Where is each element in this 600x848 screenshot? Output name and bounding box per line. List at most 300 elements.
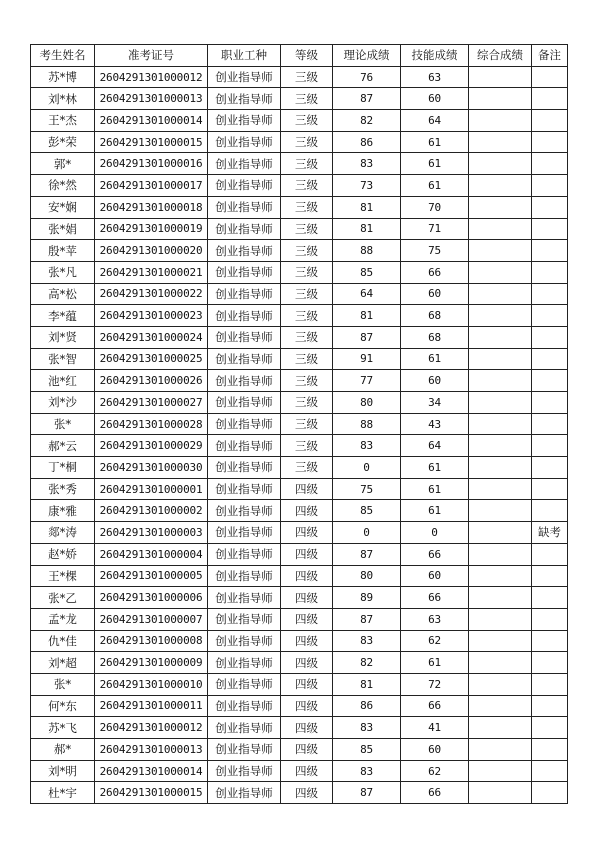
occupation-cell: 创业指导师 [208, 326, 281, 348]
skill-cell: 66 [401, 261, 469, 283]
name-cell: 何*东 [31, 695, 95, 717]
theory-cell: 87 [333, 782, 401, 804]
level-cell: 三级 [281, 413, 333, 435]
name-cell: 安*娴 [31, 196, 95, 218]
level-cell: 四级 [281, 608, 333, 630]
ticket-cell: 2604291301000013 [95, 739, 208, 761]
remark-cell [532, 392, 568, 414]
level-cell: 三级 [281, 88, 333, 110]
remark-cell [532, 695, 568, 717]
overall-cell [469, 652, 532, 674]
ticket-cell: 2604291301000002 [95, 500, 208, 522]
remark-cell [532, 478, 568, 500]
table-row [31, 348, 568, 370]
occupation-cell: 创业指导师 [208, 652, 281, 674]
name-cell: 张*智 [31, 348, 95, 370]
header-ticket: 准考证号 [95, 45, 208, 67]
name-cell: 殷*苹 [31, 240, 95, 262]
occupation-cell: 创业指导师 [208, 478, 281, 500]
name-cell: 张* [31, 413, 95, 435]
ticket-cell: 2604291301000014 [95, 760, 208, 782]
overall-cell [469, 717, 532, 739]
skill-cell: 63 [401, 608, 469, 630]
ticket-cell: 2604291301000026 [95, 370, 208, 392]
theory-cell: 83 [333, 717, 401, 739]
header-overall: 综合成绩 [469, 45, 532, 67]
skill-cell: 60 [401, 283, 469, 305]
remark-cell [532, 413, 568, 435]
table-row [31, 153, 568, 175]
occupation-cell: 创业指导师 [208, 66, 281, 88]
theory-cell: 81 [333, 305, 401, 327]
remark-cell [532, 240, 568, 262]
level-cell: 三级 [281, 175, 333, 197]
table-row [31, 196, 568, 218]
occupation-cell: 创业指导师 [208, 457, 281, 479]
score-table-body [31, 66, 568, 803]
skill-cell: 61 [401, 652, 469, 674]
occupation-cell: 创业指导师 [208, 370, 281, 392]
header-skill: 技能成绩 [401, 45, 469, 67]
overall-cell [469, 392, 532, 414]
theory-cell: 83 [333, 435, 401, 457]
skill-cell: 61 [401, 348, 469, 370]
table-row [31, 543, 568, 565]
overall-cell [469, 218, 532, 240]
table-row [31, 457, 568, 479]
occupation-cell: 创业指导师 [208, 88, 281, 110]
level-cell: 四级 [281, 543, 333, 565]
level-cell: 三级 [281, 110, 333, 132]
overall-cell [469, 326, 532, 348]
table-row [31, 673, 568, 695]
theory-cell: 75 [333, 478, 401, 500]
ticket-cell: 2604291301000004 [95, 543, 208, 565]
name-cell: 郝*云 [31, 435, 95, 457]
occupation-cell: 创业指导师 [208, 196, 281, 218]
header-name: 考生姓名 [31, 45, 95, 67]
occupation-cell: 创业指导师 [208, 435, 281, 457]
occupation-cell: 创业指导师 [208, 348, 281, 370]
theory-cell: 85 [333, 500, 401, 522]
ticket-cell: 2604291301000015 [95, 131, 208, 153]
table-row [31, 305, 568, 327]
overall-cell [469, 457, 532, 479]
skill-cell: 68 [401, 305, 469, 327]
overall-cell [469, 673, 532, 695]
ticket-cell: 2604291301000028 [95, 413, 208, 435]
occupation-cell: 创业指导师 [208, 760, 281, 782]
theory-cell: 82 [333, 110, 401, 132]
remark-cell [532, 608, 568, 630]
table-row [31, 608, 568, 630]
occupation-cell: 创业指导师 [208, 392, 281, 414]
remark-cell [532, 66, 568, 88]
overall-cell [469, 175, 532, 197]
table-row [31, 66, 568, 88]
theory-cell: 88 [333, 240, 401, 262]
theory-cell: 85 [333, 261, 401, 283]
table-row [31, 500, 568, 522]
ticket-cell: 2604291301000011 [95, 695, 208, 717]
name-cell: 孟*龙 [31, 608, 95, 630]
theory-cell: 83 [333, 630, 401, 652]
occupation-cell: 创业指导师 [208, 630, 281, 652]
name-cell: 池*红 [31, 370, 95, 392]
name-cell: 刘*林 [31, 88, 95, 110]
header-theory: 理论成绩 [333, 45, 401, 67]
level-cell: 四级 [281, 673, 333, 695]
name-cell: 丁*桐 [31, 457, 95, 479]
overall-cell [469, 760, 532, 782]
theory-cell: 80 [333, 565, 401, 587]
name-cell: 张*娟 [31, 218, 95, 240]
level-cell: 三级 [281, 305, 333, 327]
name-cell: 刘*贤 [31, 326, 95, 348]
remark-cell [532, 760, 568, 782]
occupation-cell: 创业指导师 [208, 673, 281, 695]
overall-cell [469, 435, 532, 457]
overall-cell [469, 587, 532, 609]
theory-cell: 86 [333, 695, 401, 717]
skill-cell: 61 [401, 478, 469, 500]
table-row [31, 392, 568, 414]
remark-cell [532, 457, 568, 479]
skill-cell: 64 [401, 435, 469, 457]
name-cell: 赵*娇 [31, 543, 95, 565]
level-cell: 三级 [281, 240, 333, 262]
ticket-cell: 2604291301000018 [95, 196, 208, 218]
remark-cell [532, 500, 568, 522]
skill-cell: 66 [401, 782, 469, 804]
ticket-cell: 2604291301000023 [95, 305, 208, 327]
name-cell: 李*蕴 [31, 305, 95, 327]
occupation-cell: 创业指导师 [208, 305, 281, 327]
ticket-cell: 2604291301000029 [95, 435, 208, 457]
occupation-cell: 创业指导师 [208, 782, 281, 804]
ticket-cell: 2604291301000001 [95, 478, 208, 500]
overall-cell [469, 630, 532, 652]
level-cell: 三级 [281, 326, 333, 348]
theory-cell: 83 [333, 153, 401, 175]
ticket-cell: 2604291301000019 [95, 218, 208, 240]
theory-cell: 81 [333, 196, 401, 218]
level-cell: 四级 [281, 782, 333, 804]
level-cell: 四级 [281, 739, 333, 761]
ticket-cell: 2604291301000008 [95, 630, 208, 652]
remark-cell [532, 175, 568, 197]
theory-cell: 0 [333, 522, 401, 544]
table-row [31, 110, 568, 132]
name-cell: 彭*荣 [31, 131, 95, 153]
table-row [31, 435, 568, 457]
overall-cell [469, 478, 532, 500]
ticket-cell: 2604291301000012 [95, 66, 208, 88]
occupation-cell: 创业指导师 [208, 110, 281, 132]
skill-cell: 61 [401, 457, 469, 479]
overall-cell [469, 565, 532, 587]
level-cell: 三级 [281, 218, 333, 240]
name-cell: 康*雅 [31, 500, 95, 522]
level-cell: 四级 [281, 695, 333, 717]
overall-cell [469, 695, 532, 717]
level-cell: 三级 [281, 153, 333, 175]
skill-cell: 64 [401, 110, 469, 132]
occupation-cell: 创业指导师 [208, 413, 281, 435]
header-occupation: 职业工种 [208, 45, 281, 67]
level-cell: 三级 [281, 261, 333, 283]
remark-cell [532, 218, 568, 240]
level-cell: 三级 [281, 66, 333, 88]
remark-cell: 缺考 [532, 522, 568, 544]
name-cell: 刘*沙 [31, 392, 95, 414]
table-row [31, 88, 568, 110]
table-row [31, 739, 568, 761]
skill-cell: 66 [401, 695, 469, 717]
skill-cell: 61 [401, 500, 469, 522]
name-cell: 徐*然 [31, 175, 95, 197]
overall-cell [469, 500, 532, 522]
ticket-cell: 2604291301000024 [95, 326, 208, 348]
overall-cell [469, 153, 532, 175]
name-cell: 刘*明 [31, 760, 95, 782]
ticket-cell: 2604291301000005 [95, 565, 208, 587]
level-cell: 三级 [281, 348, 333, 370]
ticket-cell: 2604291301000020 [95, 240, 208, 262]
score-sheet [30, 44, 568, 804]
name-cell: 张*秀 [31, 478, 95, 500]
overall-cell [469, 543, 532, 565]
overall-cell [469, 739, 532, 761]
score-table [30, 44, 568, 804]
skill-cell: 43 [401, 413, 469, 435]
skill-cell: 61 [401, 175, 469, 197]
theory-cell: 0 [333, 457, 401, 479]
occupation-cell: 创业指导师 [208, 500, 281, 522]
level-cell: 三级 [281, 435, 333, 457]
occupation-cell: 创业指导师 [208, 717, 281, 739]
remark-cell [532, 153, 568, 175]
table-row [31, 652, 568, 674]
overall-cell [469, 131, 532, 153]
remark-cell [532, 717, 568, 739]
theory-cell: 80 [333, 392, 401, 414]
table-row [31, 717, 568, 739]
ticket-cell: 2604291301000012 [95, 717, 208, 739]
name-cell: 郯*涛 [31, 522, 95, 544]
table-row [31, 261, 568, 283]
ticket-cell: 2604291301000006 [95, 587, 208, 609]
theory-cell: 81 [333, 218, 401, 240]
theory-cell: 82 [333, 652, 401, 674]
ticket-cell: 2604291301000017 [95, 175, 208, 197]
skill-cell: 66 [401, 587, 469, 609]
theory-cell: 77 [333, 370, 401, 392]
skill-cell: 71 [401, 218, 469, 240]
skill-cell: 0 [401, 522, 469, 544]
overall-cell [469, 522, 532, 544]
level-cell: 四级 [281, 587, 333, 609]
remark-cell [532, 131, 568, 153]
overall-cell [469, 413, 532, 435]
level-cell: 四级 [281, 630, 333, 652]
name-cell: 仇*佳 [31, 630, 95, 652]
theory-cell: 64 [333, 283, 401, 305]
table-row [31, 283, 568, 305]
skill-cell: 61 [401, 153, 469, 175]
occupation-cell: 创业指导师 [208, 175, 281, 197]
skill-cell: 62 [401, 760, 469, 782]
table-row [31, 630, 568, 652]
overall-cell [469, 88, 532, 110]
ticket-cell: 2604291301000010 [95, 673, 208, 695]
occupation-cell: 创业指导师 [208, 543, 281, 565]
occupation-cell: 创业指导师 [208, 153, 281, 175]
remark-cell [532, 673, 568, 695]
level-cell: 四级 [281, 522, 333, 544]
skill-cell: 70 [401, 196, 469, 218]
remark-cell [532, 88, 568, 110]
skill-cell: 34 [401, 392, 469, 414]
skill-cell: 75 [401, 240, 469, 262]
level-cell: 三级 [281, 196, 333, 218]
name-cell: 苏*飞 [31, 717, 95, 739]
header-row [31, 45, 568, 67]
theory-cell: 85 [333, 739, 401, 761]
table-row [31, 175, 568, 197]
ticket-cell: 2604291301000027 [95, 392, 208, 414]
overall-cell [469, 608, 532, 630]
skill-cell: 60 [401, 88, 469, 110]
theory-cell: 88 [333, 413, 401, 435]
level-cell: 三级 [281, 131, 333, 153]
remark-cell [532, 283, 568, 305]
table-row [31, 760, 568, 782]
overall-cell [469, 370, 532, 392]
skill-cell: 66 [401, 543, 469, 565]
name-cell: 张* [31, 673, 95, 695]
ticket-cell: 2604291301000014 [95, 110, 208, 132]
occupation-cell: 创业指导师 [208, 261, 281, 283]
skill-cell: 72 [401, 673, 469, 695]
remark-cell [532, 348, 568, 370]
remark-cell [532, 739, 568, 761]
theory-cell: 87 [333, 608, 401, 630]
remark-cell [532, 630, 568, 652]
ticket-cell: 2604291301000016 [95, 153, 208, 175]
skill-cell: 68 [401, 326, 469, 348]
theory-cell: 87 [333, 88, 401, 110]
name-cell: 郝* [31, 739, 95, 761]
remark-cell [532, 587, 568, 609]
level-cell: 三级 [281, 392, 333, 414]
theory-cell: 76 [333, 66, 401, 88]
name-cell: 王*棵 [31, 565, 95, 587]
overall-cell [469, 240, 532, 262]
theory-cell: 81 [333, 673, 401, 695]
table-row [31, 478, 568, 500]
remark-cell [532, 543, 568, 565]
overall-cell [469, 782, 532, 804]
theory-cell: 83 [333, 760, 401, 782]
name-cell: 王*杰 [31, 110, 95, 132]
occupation-cell: 创业指导师 [208, 218, 281, 240]
table-row [31, 695, 568, 717]
remark-cell [532, 652, 568, 674]
remark-cell [532, 370, 568, 392]
level-cell: 四级 [281, 717, 333, 739]
level-cell: 四级 [281, 652, 333, 674]
ticket-cell: 2604291301000007 [95, 608, 208, 630]
occupation-cell: 创业指导师 [208, 608, 281, 630]
name-cell: 高*松 [31, 283, 95, 305]
header-level: 等级 [281, 45, 333, 67]
ticket-cell: 2604291301000030 [95, 457, 208, 479]
name-cell: 刘*超 [31, 652, 95, 674]
remark-cell [532, 305, 568, 327]
name-cell: 郭* [31, 153, 95, 175]
table-row [31, 522, 568, 544]
remark-cell [532, 326, 568, 348]
theory-cell: 89 [333, 587, 401, 609]
overall-cell [469, 66, 532, 88]
occupation-cell: 创业指导师 [208, 587, 281, 609]
skill-cell: 41 [401, 717, 469, 739]
remark-cell [532, 782, 568, 804]
level-cell: 四级 [281, 760, 333, 782]
ticket-cell: 2604291301000025 [95, 348, 208, 370]
ticket-cell: 2604291301000022 [95, 283, 208, 305]
header-remark: 备注 [532, 45, 568, 67]
skill-cell: 60 [401, 565, 469, 587]
table-row [31, 131, 568, 153]
table-row [31, 782, 568, 804]
skill-cell: 62 [401, 630, 469, 652]
skill-cell: 63 [401, 66, 469, 88]
level-cell: 三级 [281, 370, 333, 392]
occupation-cell: 创业指导师 [208, 283, 281, 305]
occupation-cell: 创业指导师 [208, 695, 281, 717]
ticket-cell: 2604291301000013 [95, 88, 208, 110]
level-cell: 三级 [281, 283, 333, 305]
occupation-cell: 创业指导师 [208, 240, 281, 262]
overall-cell [469, 305, 532, 327]
theory-cell: 73 [333, 175, 401, 197]
table-row [31, 218, 568, 240]
table-row [31, 587, 568, 609]
table-row [31, 326, 568, 348]
theory-cell: 91 [333, 348, 401, 370]
occupation-cell: 创业指导师 [208, 131, 281, 153]
overall-cell [469, 196, 532, 218]
level-cell: 四级 [281, 565, 333, 587]
overall-cell [469, 283, 532, 305]
name-cell: 苏*博 [31, 66, 95, 88]
name-cell: 张*乙 [31, 587, 95, 609]
table-row [31, 565, 568, 587]
ticket-cell: 2604291301000015 [95, 782, 208, 804]
overall-cell [469, 348, 532, 370]
remark-cell [532, 435, 568, 457]
theory-cell: 87 [333, 543, 401, 565]
skill-cell: 60 [401, 739, 469, 761]
ticket-cell: 2604291301000021 [95, 261, 208, 283]
overall-cell [469, 110, 532, 132]
remark-cell [532, 565, 568, 587]
name-cell: 张*凡 [31, 261, 95, 283]
theory-cell: 86 [333, 131, 401, 153]
occupation-cell: 创业指导师 [208, 565, 281, 587]
